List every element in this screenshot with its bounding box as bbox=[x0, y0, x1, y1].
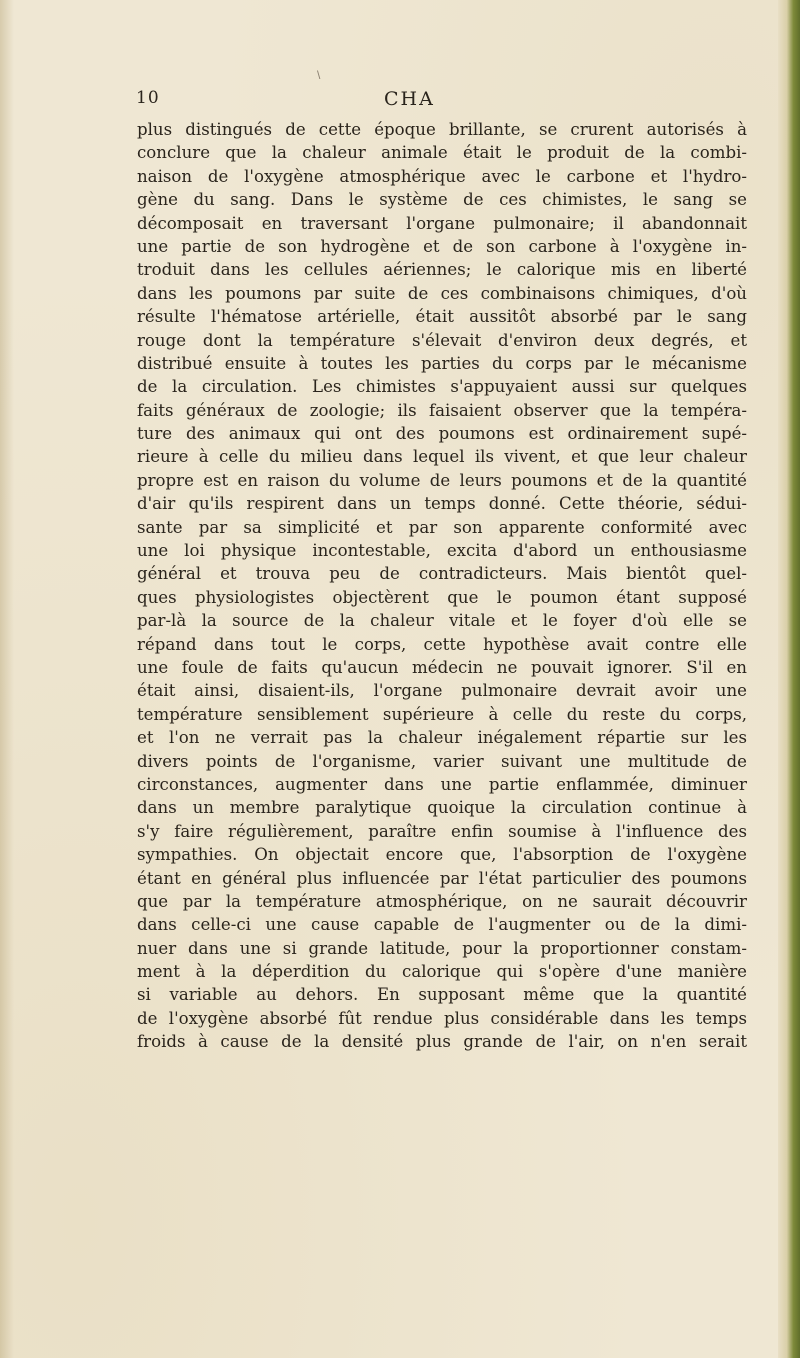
text-line: circonstances, augmenter dans une partie enflammée, diminuer bbox=[137, 774, 747, 794]
text-line: troduit dans les cellules aériennes; le calorique mis en liberté bbox=[137, 260, 747, 280]
text-line: si variable au dehors. En supposant même que la quantité bbox=[137, 985, 747, 1005]
stray-mark: \ bbox=[317, 68, 321, 82]
text-line: naison de l'oxygène atmosphérique avec le carbone et l'hydro- bbox=[137, 166, 747, 186]
text-line: température sensiblement supérieure à celle du reste du corps, bbox=[137, 704, 747, 724]
text-line: froids à cause de la densité plus grande de l'air, on n'en serait bbox=[137, 1032, 747, 1052]
text-line: ment à la déperdition du calorique qui s'opère d'une manière bbox=[137, 962, 747, 982]
text-line: dans un membre paralytique quoique la circulation continue à bbox=[137, 798, 747, 818]
text-line: faits généraux de zoologie; ils faisaient observer que la tempéra- bbox=[137, 400, 747, 420]
text-line: de l'oxygène absorbé fût rendue plus considérable dans les temps bbox=[137, 1008, 747, 1028]
text-line: distribué ensuite à toutes les parties du corps par le mécanisme bbox=[137, 353, 747, 373]
text-line: ture des animaux qui ont des poumons est ordinairement supé- bbox=[137, 424, 747, 444]
text-line: rouge dont la température s'élevait d'environ deux degrés, et bbox=[137, 330, 747, 350]
page-number: 10 bbox=[136, 88, 160, 108]
text-line: s'y faire régulièrement, paraître enfin soumise à l'influence des bbox=[137, 821, 747, 841]
text-line: une foule de faits qu'aucun médecin ne pouvait ignorer. S'il en bbox=[137, 657, 747, 677]
text-line: gène du sang. Dans le système de ces chimistes, le sang se bbox=[137, 190, 747, 210]
text-line: par-là la source de la chaleur vitale et le foyer d'où elle se bbox=[137, 611, 747, 631]
text-line: nuer dans une si grande latitude, pour la proportionner constam- bbox=[137, 938, 747, 958]
text-line: sante par sa simplicité et par son apparente conformité avec bbox=[137, 517, 747, 537]
text-line: une partie de son hydrogène et de son carbone à l'oxygène in- bbox=[137, 236, 747, 256]
text-line: général et trouva peu de contradicteurs. Mais bientôt quel- bbox=[137, 564, 747, 584]
text-line: était ainsi, disaient-ils, l'organe pulmonaire devrait avoir une bbox=[137, 681, 747, 701]
page-edge-binding bbox=[778, 0, 800, 1358]
running-title: CHA bbox=[384, 88, 435, 110]
text-line: conclure que la chaleur animale était le produit de la combi- bbox=[137, 143, 747, 163]
text-line: de la circulation. Les chimistes s'appuyaient aussi sur quelques bbox=[137, 377, 747, 397]
text-line: dans celle-ci une cause capable de l'augmenter ou de la dimi- bbox=[137, 915, 747, 935]
text-line: sympathies. On objectait encore que, l'absorption de l'oxygène bbox=[137, 845, 747, 865]
text-line: propre est en raison du volume de leurs poumons et de la quantité bbox=[137, 470, 747, 490]
body-text bbox=[137, 118, 747, 1054]
text-line: étant en général plus influencée par l'état particulier des poumons bbox=[137, 868, 747, 888]
text-line: décomposait en traversant l'organe pulmonaire; il abandonnait bbox=[137, 213, 747, 233]
text-line: rieure à celle du milieu dans lequel ils vivent, et que leur chaleur bbox=[137, 447, 747, 467]
text-line: dans les poumons par suite de ces combinaisons chimiques, d'où bbox=[137, 283, 747, 303]
text-line: d'air qu'ils respirent dans un temps donné. Cette théorie, sédui- bbox=[137, 494, 747, 514]
page-gutter-shadow bbox=[0, 0, 14, 1358]
text-line: plus distingués de cette époque brillante, se crurent autorisés à bbox=[137, 120, 747, 139]
text-line: divers points de l'organisme, varier suivant une multitude de bbox=[137, 751, 747, 771]
text-line: ques physiologistes objectèrent que le poumon étant supposé bbox=[137, 587, 747, 607]
text-line: que par la température atmosphérique, on ne saurait découvrir bbox=[137, 891, 747, 911]
text-line: et l'on ne verrait pas la chaleur inégalement répartie sur les bbox=[137, 728, 747, 748]
text-line: répand dans tout le corps, cette hypothèse avait contre elle bbox=[137, 634, 747, 654]
text-line: une loi physique incontestable, excita d'abord un enthousiasme bbox=[137, 541, 747, 561]
text-line: résulte l'hématose artérielle, était aussitôt absorbé par le sang bbox=[137, 307, 747, 327]
